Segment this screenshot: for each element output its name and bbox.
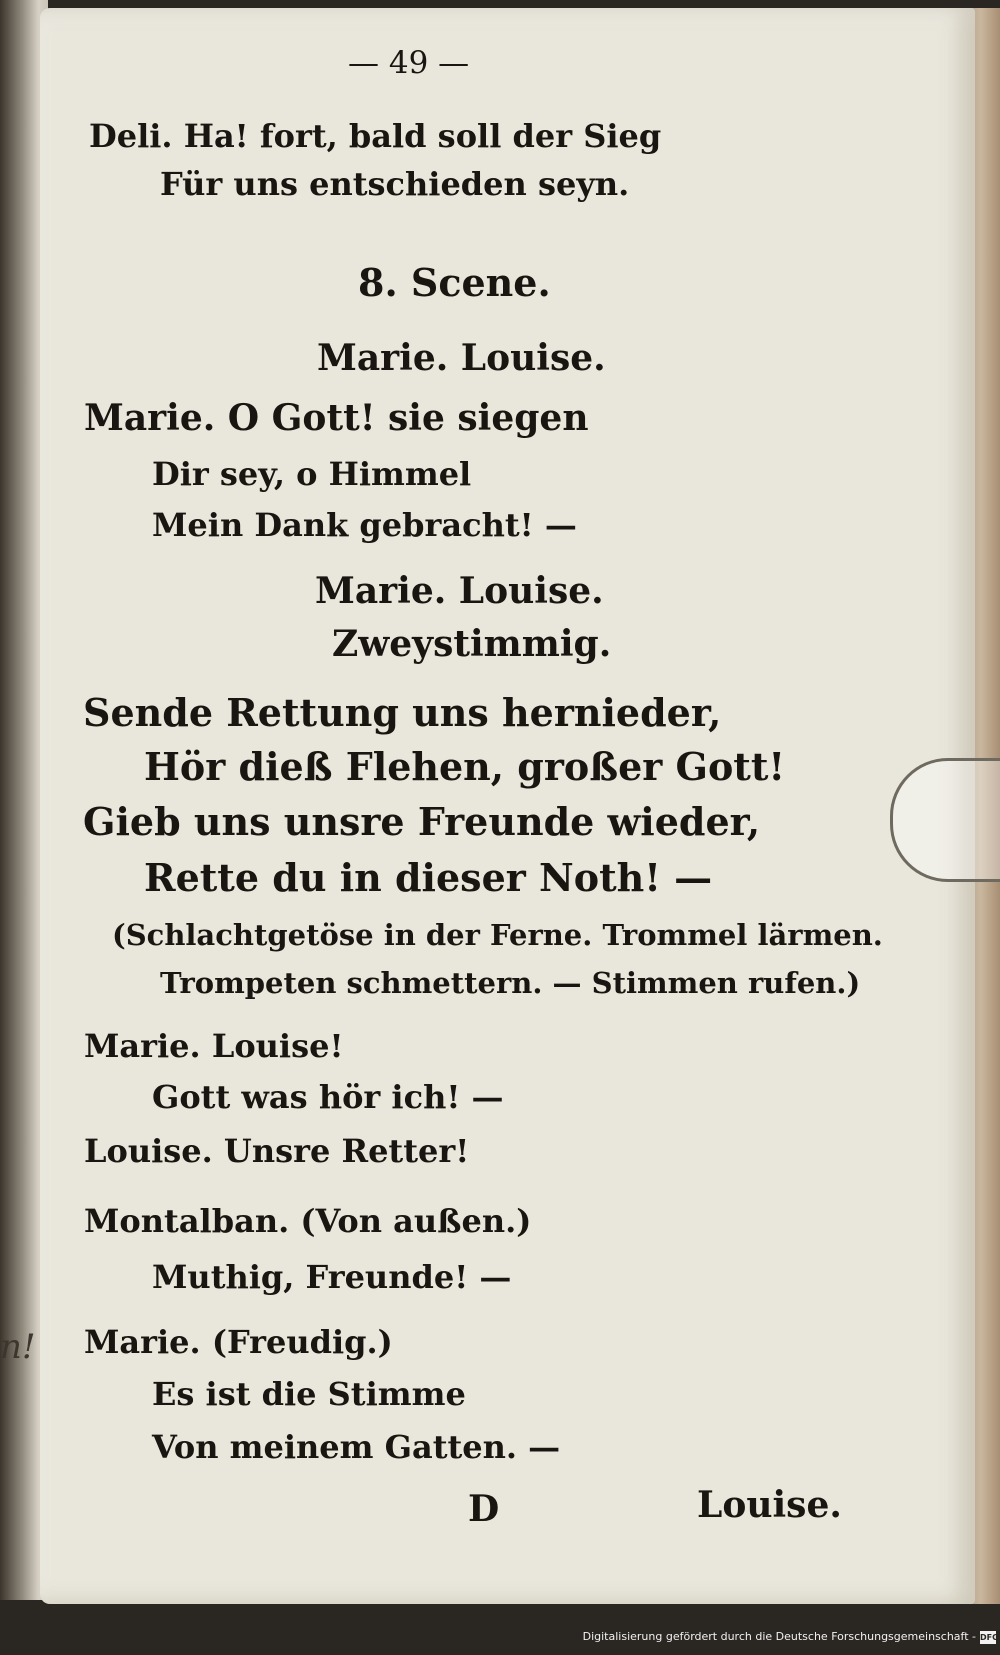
page-number: — 49 — [348, 45, 470, 81]
text-line: Muthig, Freunde! — [152, 1258, 512, 1296]
catchword: Louise. [697, 1484, 842, 1526]
adjacent-page-fragment: n! [0, 1327, 36, 1367]
text-line: Von meinem Gatten. — [152, 1428, 561, 1466]
text-line: Marie. (Freudig.) [84, 1323, 393, 1361]
text-line: Marie. Louise! [84, 1027, 344, 1065]
funding-credit: Digitalisierung gefördert durch die Deutsche Forschungsgemeinschaft - [582, 1630, 976, 1643]
footer-bar [0, 1615, 1000, 1655]
stage-direction: Trompeten schmettern. — Stimmen rufen.) [160, 966, 861, 1000]
text-line: Hör dieß Flehen, großer Gott! [144, 744, 786, 789]
text-line: Marie. O Gott! sie siegen [84, 397, 589, 439]
book-page [40, 8, 975, 1604]
text-line: Louise. Unsre Retter! [84, 1132, 470, 1170]
scene-characters: Marie. Louise. [317, 337, 606, 379]
text-line: Deli. Ha! fort, bald soll der Sieg [89, 117, 662, 155]
signature-mark: D [468, 1488, 500, 1530]
stage-direction-heading: Zweystimmig. [332, 623, 612, 665]
scene-characters: Marie. Louise. [315, 570, 604, 612]
dfg-logo-icon: DFG [980, 1633, 999, 1642]
text-line: Gieb uns unsre Freunde wieder, [83, 799, 761, 844]
text-line: Montalban. (Von außen.) [84, 1202, 532, 1240]
text-line: Es ist die Stimme [152, 1375, 466, 1413]
page-clip [890, 758, 1000, 882]
stage-direction: (Schlachtgetöse in der Ferne. Trommel lärmen. [112, 918, 883, 952]
text-line: Gott was hör ich! — [152, 1078, 504, 1116]
text-line: Mein Dank gebracht! — [152, 506, 577, 544]
scene-heading: 8. Scene. [358, 260, 551, 305]
text-line: Für uns entschieden seyn. [160, 165, 630, 203]
text-line: Dir sey, o Himmel [152, 455, 472, 493]
text-line: Rette du in dieser Noth! — [144, 855, 713, 900]
text-line: Sende Rettung uns hernieder, [83, 690, 722, 735]
